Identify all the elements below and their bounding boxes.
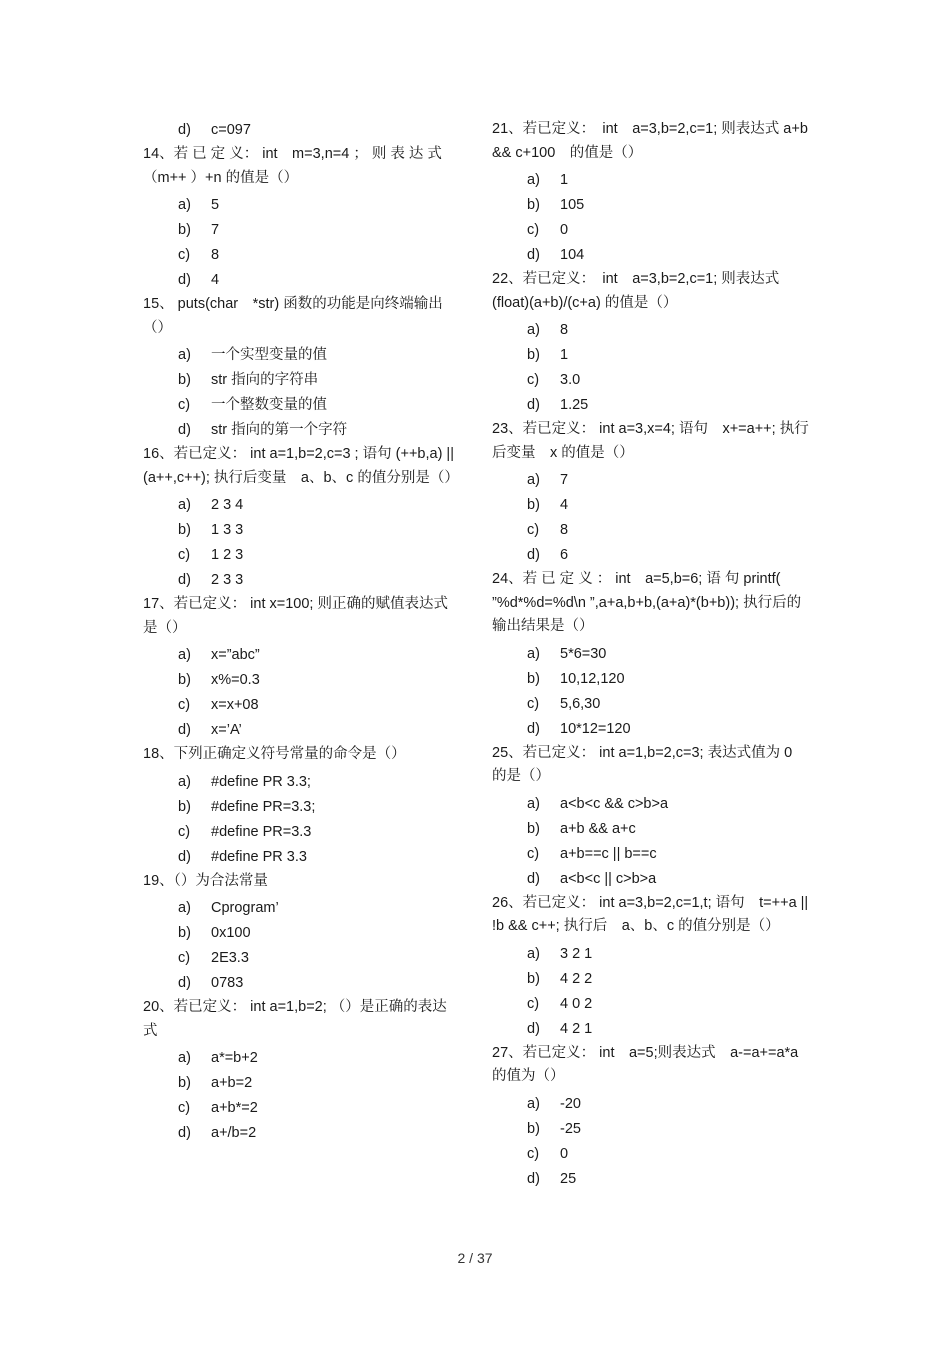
option-letter: d) bbox=[178, 975, 191, 991]
answer-option bbox=[492, 1142, 810, 1167]
option-letter: a) bbox=[178, 647, 191, 663]
option-text: 6 bbox=[560, 547, 569, 563]
option-letter: d) bbox=[527, 547, 540, 563]
option-text: 7 bbox=[560, 472, 569, 488]
option-text: x=’A’ bbox=[211, 722, 242, 738]
option-letter: d) bbox=[178, 422, 191, 438]
answer-option bbox=[143, 1121, 459, 1146]
answer-option bbox=[492, 942, 810, 967]
answer-option bbox=[143, 1096, 459, 1121]
option-text: str 指向的字符串 bbox=[211, 372, 319, 388]
option-text: 10*12=120 bbox=[560, 720, 631, 737]
option-text: 3.0 bbox=[560, 372, 581, 388]
option-letter: d) bbox=[527, 1020, 540, 1037]
answer-option bbox=[143, 718, 459, 743]
option-letter: a) bbox=[527, 322, 540, 338]
option-letter: b) bbox=[527, 970, 540, 987]
option-text: -25 bbox=[560, 1120, 581, 1137]
page-number: 2 / 37 bbox=[457, 1250, 493, 1266]
option-letter: b) bbox=[178, 925, 191, 941]
option-letter: b) bbox=[527, 497, 540, 513]
option-letter: b) bbox=[527, 1120, 540, 1137]
answer-option bbox=[143, 193, 459, 218]
answer-option bbox=[143, 518, 459, 543]
question-block bbox=[143, 743, 459, 870]
option-letter: a) bbox=[527, 795, 540, 812]
answer-option bbox=[143, 668, 459, 693]
option-letter: b) bbox=[178, 798, 191, 815]
option-letter: c) bbox=[527, 995, 540, 1012]
option-letter: c) bbox=[527, 222, 540, 238]
answer-option bbox=[143, 971, 459, 996]
answer-option bbox=[143, 368, 459, 393]
option-text: Cprogram’ bbox=[211, 900, 279, 916]
option-text: 1.25 bbox=[560, 397, 589, 413]
question-block bbox=[143, 996, 459, 1146]
option-letter: b) bbox=[178, 222, 191, 238]
answer-option bbox=[492, 817, 810, 842]
option-text: 一个实型变量的值 bbox=[211, 347, 327, 363]
option-letter: a) bbox=[527, 1095, 540, 1112]
option-letter: b) bbox=[527, 347, 540, 363]
question-text: 19、（）为合法常量 bbox=[143, 872, 268, 889]
option-letter: a) bbox=[527, 172, 540, 188]
option-text: 2 3 3 bbox=[211, 572, 244, 588]
option-text: 8 bbox=[211, 247, 220, 263]
answer-option bbox=[492, 692, 810, 717]
question-text: 18、下列正确定义符号常量的命令是（） bbox=[143, 746, 406, 762]
option-letter: c) bbox=[178, 397, 191, 413]
option-text: a*=b+2 bbox=[211, 1050, 258, 1066]
option-text: 104 bbox=[560, 247, 585, 263]
option-letter: d) bbox=[527, 247, 540, 263]
answer-option bbox=[492, 218, 810, 243]
question-block bbox=[143, 118, 459, 143]
option-text: 3 2 1 bbox=[560, 945, 593, 962]
option-text: x=x+08 bbox=[211, 697, 259, 713]
option-text: 0 bbox=[560, 222, 569, 238]
option-letter: b) bbox=[527, 197, 540, 213]
answer-option bbox=[492, 368, 810, 393]
option-letter: d) bbox=[527, 397, 540, 413]
option-text: a+b*=2 bbox=[211, 1100, 258, 1116]
question-block bbox=[143, 143, 459, 293]
option-text: c=097 bbox=[211, 122, 251, 138]
question-block bbox=[492, 418, 810, 568]
option-text: 5 bbox=[211, 197, 220, 213]
answer-option bbox=[492, 992, 810, 1017]
answer-option bbox=[143, 845, 459, 870]
answer-option bbox=[143, 543, 459, 568]
option-text: 10,12,120 bbox=[560, 670, 625, 687]
option-text: 105 bbox=[560, 197, 585, 213]
option-text: 1 bbox=[560, 347, 569, 363]
option-text: 0 bbox=[560, 1145, 569, 1162]
option-letter: d) bbox=[527, 870, 540, 887]
answer-option bbox=[492, 468, 810, 493]
option-letter: c) bbox=[178, 697, 191, 713]
option-letter: c) bbox=[527, 522, 540, 538]
question-block bbox=[492, 892, 810, 1042]
answer-option bbox=[492, 717, 810, 742]
option-letter: b) bbox=[178, 672, 191, 688]
answer-option bbox=[143, 921, 459, 946]
option-letter: b) bbox=[178, 372, 191, 388]
question-text: 22、若已定义： int a=3,b=2,c=1; 则表达式 (float)(a+b)/(c+a) 的值是（） bbox=[492, 271, 780, 311]
option-text: 一个整数变量的值 bbox=[211, 397, 327, 413]
option-text: 5,6,30 bbox=[560, 695, 601, 712]
question-block bbox=[492, 568, 810, 742]
option-letter: c) bbox=[178, 247, 191, 263]
option-text: #define PR=3.3; bbox=[211, 798, 316, 815]
option-text: 4 bbox=[211, 272, 220, 288]
option-letter: d) bbox=[178, 122, 191, 138]
option-letter: a) bbox=[178, 497, 191, 513]
answer-option bbox=[143, 820, 459, 845]
option-text: 25 bbox=[560, 1170, 577, 1187]
question-block bbox=[492, 118, 810, 268]
option-text: a+b==c || b==c bbox=[560, 845, 657, 862]
question-block bbox=[492, 268, 810, 418]
option-letter: a) bbox=[178, 347, 191, 363]
answer-option bbox=[492, 343, 810, 368]
left-column bbox=[143, 118, 459, 1146]
option-text: a+b && a+c bbox=[560, 820, 636, 837]
option-text: 8 bbox=[560, 322, 569, 338]
option-letter: c) bbox=[527, 372, 540, 388]
answer-option bbox=[143, 118, 459, 143]
option-letter: b) bbox=[527, 670, 540, 687]
answer-option bbox=[492, 1017, 810, 1042]
question-text: 27、若已定义： int a=5;则表达式 a-=a+=a*a 的值为（） bbox=[492, 1044, 799, 1084]
answer-option bbox=[143, 946, 459, 971]
option-text: 4 2 2 bbox=[560, 970, 593, 987]
question-text: 23、若已定义： int a=3,x=4; 语句 x+=a++; 执行后变量 x 的值是（） bbox=[492, 421, 809, 461]
answer-option bbox=[143, 770, 459, 795]
option-text: x%=0.3 bbox=[211, 672, 260, 688]
question-block bbox=[492, 1042, 810, 1192]
answer-option bbox=[143, 896, 459, 921]
option-text: 1 2 3 bbox=[211, 547, 244, 563]
question-block bbox=[143, 293, 459, 443]
option-letter: d) bbox=[527, 1170, 540, 1187]
answer-option bbox=[143, 268, 459, 293]
answer-option bbox=[492, 243, 810, 268]
question-block bbox=[143, 870, 459, 997]
answer-option bbox=[492, 1092, 810, 1117]
answer-option bbox=[492, 642, 810, 667]
answer-option bbox=[143, 343, 459, 368]
option-letter: d) bbox=[178, 572, 191, 588]
answer-option bbox=[143, 393, 459, 418]
answer-option bbox=[492, 193, 810, 218]
question-text: 14、若 已 定 义： int m=3,n=4 ； 则 表 达 式（m++ ）+n 的值是（） bbox=[143, 146, 442, 186]
question-text: 20、若已定义： int a=1,b=2; （）是正确的表达式 bbox=[143, 999, 447, 1039]
option-letter: b) bbox=[178, 1075, 191, 1091]
answer-option bbox=[492, 667, 810, 692]
option-text: 1 3 3 bbox=[211, 522, 244, 538]
option-text: 2E3.3 bbox=[211, 950, 249, 966]
answer-option bbox=[492, 967, 810, 992]
option-text: 0783 bbox=[211, 975, 244, 991]
question-text: 21、若已定义： int a=3,b=2,c=1; 则表达式 a+b && c+100 的值是（） bbox=[492, 121, 808, 161]
answer-option bbox=[143, 795, 459, 820]
question-block bbox=[143, 593, 459, 743]
answer-option bbox=[492, 493, 810, 518]
option-letter: a) bbox=[178, 773, 191, 790]
option-letter: b) bbox=[527, 820, 540, 837]
answer-option bbox=[143, 1071, 459, 1096]
answer-option bbox=[492, 842, 810, 867]
option-letter: d) bbox=[178, 1125, 191, 1141]
option-letter: a) bbox=[178, 197, 191, 213]
option-text: 1 bbox=[560, 172, 569, 188]
answer-option bbox=[143, 1046, 459, 1071]
option-text: 4 0 2 bbox=[560, 995, 593, 1012]
answer-option bbox=[492, 393, 810, 418]
answer-option bbox=[143, 418, 459, 443]
answer-option bbox=[492, 792, 810, 817]
answer-option bbox=[492, 1167, 810, 1192]
option-text: -20 bbox=[560, 1095, 581, 1112]
question-block bbox=[143, 443, 459, 593]
question-text: 24、若 已 定 义 ： int a=5,b=6; 语 句 printf( ”%d*%d=%d\n ”,a+a,b+b,(a+a)*(b+b)); 执行后的输出结果是（） bbox=[492, 571, 802, 634]
answer-option bbox=[143, 643, 459, 668]
option-letter: c) bbox=[178, 823, 191, 840]
option-text: #define PR 3.3; bbox=[211, 773, 311, 790]
option-text: a<b<c || c>b>a bbox=[560, 870, 657, 887]
question-text: 17、若已定义： int x=100; 则正确的赋值表达式是（） bbox=[143, 596, 448, 636]
option-text: 7 bbox=[211, 222, 220, 238]
answer-option bbox=[143, 568, 459, 593]
option-letter: d) bbox=[527, 720, 540, 737]
option-letter: a) bbox=[527, 645, 540, 662]
question-text: 16、若已定义： int a=1,b=2,c=3 ; 语句 (++b,a) || (a++,c++); 执行后变量 a、b、c 的值分别是（） bbox=[143, 446, 459, 486]
right-column bbox=[492, 118, 810, 1192]
option-letter: c) bbox=[527, 845, 540, 862]
question-text: 26、若已定义： int a=3,b=2,c=1,t; 语句 t=++a || !b && c++; 执行后 a、b、c 的值分别是（） bbox=[492, 894, 809, 934]
option-letter: c) bbox=[527, 1145, 540, 1162]
option-letter: c) bbox=[178, 1100, 191, 1116]
answer-option bbox=[143, 218, 459, 243]
option-letter: a) bbox=[178, 1050, 191, 1066]
option-text: 0x100 bbox=[211, 925, 251, 941]
option-text: #define PR=3.3 bbox=[211, 823, 312, 840]
option-text: #define PR 3.3 bbox=[211, 848, 307, 865]
question-text: 25、若已定义： int a=1,b=2,c=3; 表达式值为 0 的是（） bbox=[492, 744, 793, 784]
answer-option bbox=[143, 243, 459, 268]
answer-option bbox=[143, 693, 459, 718]
option-text: 5*6=30 bbox=[560, 645, 607, 662]
option-letter: c) bbox=[527, 695, 540, 712]
option-letter: b) bbox=[178, 522, 191, 538]
question-block bbox=[492, 742, 810, 892]
option-letter: a) bbox=[178, 900, 191, 916]
option-text: a+b=2 bbox=[211, 1075, 253, 1091]
option-letter: d) bbox=[178, 272, 191, 288]
option-letter: a) bbox=[527, 945, 540, 962]
answer-option bbox=[492, 518, 810, 543]
option-text: 8 bbox=[560, 522, 569, 538]
option-letter: d) bbox=[178, 722, 191, 738]
answer-option bbox=[492, 1117, 810, 1142]
answer-option bbox=[492, 318, 810, 343]
option-text: a<b<c && c>b>a bbox=[560, 795, 669, 812]
option-text: a+/b=2 bbox=[211, 1125, 257, 1141]
answer-option bbox=[492, 543, 810, 568]
answer-option bbox=[492, 168, 810, 193]
option-letter: c) bbox=[178, 547, 191, 563]
option-text: 2 3 4 bbox=[211, 497, 244, 513]
option-text: 4 2 1 bbox=[560, 1020, 593, 1037]
answer-option bbox=[143, 493, 459, 518]
option-letter: a) bbox=[527, 472, 540, 488]
question-text: 15、 puts(char *str) 函数的功能是向终端输出（） bbox=[143, 296, 443, 336]
option-letter: d) bbox=[178, 848, 191, 865]
option-text: x=”abc” bbox=[211, 647, 260, 663]
option-letter: c) bbox=[178, 950, 191, 966]
option-text: 4 bbox=[560, 497, 569, 513]
answer-option bbox=[492, 867, 810, 892]
option-text: str 指向的第一个字符 bbox=[211, 422, 348, 438]
